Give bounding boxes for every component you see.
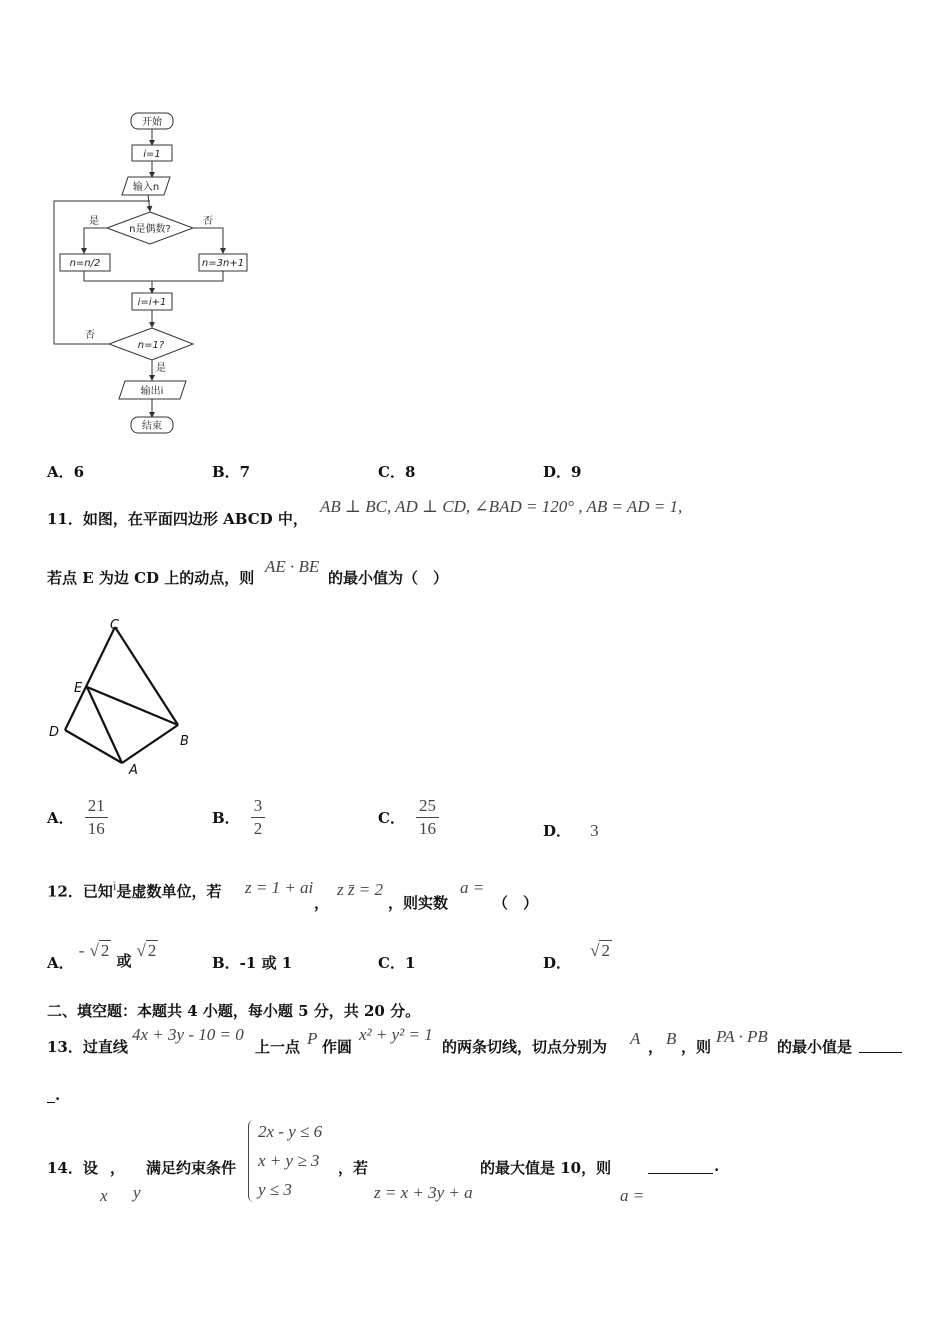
q12-option-a-or: 或 [116,952,132,970]
flow-cond1-text: n是偶数? [129,224,171,235]
q14-constraint-1: 2x - y ≤ 6 [258,1122,323,1141]
flow-left-text: n=n/2 [69,258,101,269]
q12-option-a[interactable] [47,940,158,972]
edge-CD [65,627,115,730]
flow-increment-text: i=i+1 [137,297,167,308]
flow-right-text: n=3n+1 [201,258,245,269]
edge-AB [122,725,178,763]
q13-point-p: P [307,1029,318,1048]
q11-expression: AE · BE [265,557,320,576]
q11-option-c[interactable] [378,795,439,840]
q12-prefix: 12．已知 [47,882,113,901]
q14-answer-blank[interactable] [648,1157,713,1174]
q11-stem-line1: 11．如图，在平面四边形 ABCD 中， [47,510,308,528]
label-E: E [74,681,83,696]
q11-option-d-letter: D． [543,822,572,840]
q13-answer-blank-cont[interactable] [47,1086,55,1103]
q14-z-expr: z = x + 3y + a [374,1183,473,1202]
label-C: C [110,618,120,633]
q14-constraint-3: y ≤ 3 [258,1180,292,1199]
q11-option-a-fraction: $\frac{21}{16}$ [85,795,108,840]
q14-sep: ， [110,1159,126,1177]
label-D: D [49,725,60,740]
q13-sep: ， [648,1038,664,1056]
flow-start-text: 开始 [142,117,162,128]
q13-mid1: 上一点 [255,1038,301,1056]
q14-mid2: ，若 [338,1159,369,1177]
q10-option-a[interactable]: A．6 [47,463,85,481]
flow-no1-text: 否 [203,216,213,227]
q12-mid2: ，则实数 [388,894,449,912]
q14-var-y: y [133,1183,141,1202]
q13-prefix: 13．过直线 [47,1038,128,1056]
q14-var-x: x [100,1186,108,1205]
q13-expr: PA · PB [716,1027,768,1046]
q11-option-d[interactable] [543,820,599,841]
q13-point-a: A [630,1029,641,1048]
q13-mid4: ，则 [681,1038,712,1056]
q14-constraint-brace [248,1120,257,1202]
flow-init-text: i=1 [143,149,161,160]
q14-tail: . [714,1157,720,1175]
flow-yes2-text: 是 [156,363,166,374]
q14-mid1: 满足约束条件 [146,1159,237,1177]
edge-EB [87,687,178,725]
label-B: B [180,734,189,749]
q11-condition-math: AB ⊥ BC, AD ⊥ CD, ∠BAD = 120° , AB = AD = 1, [320,497,683,516]
q11-option-b[interactable] [212,795,265,840]
q11-option-a-letter: A． [47,809,74,827]
q12-option-d-letter: D． [543,954,572,972]
q12-zz-expr: z z̄ = 2 [337,880,383,899]
q10-option-d[interactable]: D．9 [543,463,582,481]
q12-mid1: 是虚数单位，若 [116,882,222,901]
q12-option-d[interactable] [543,940,612,972]
flowchart [40,105,270,440]
q11-option-c-fraction: $\frac{25}{16}$ [416,795,439,840]
q12-z-expr: z = 1 + ai [245,878,314,897]
q11-option-b-fraction: $\frac{3}{2}$ [251,795,266,840]
q12-stem [47,878,222,901]
flow-end-text: 结束 [142,421,162,432]
q11-stem-line2b: 的最小值为（ ） [328,569,449,587]
q14-mid3: 的最大值是 10，则 [480,1159,612,1177]
quadrilateral-figure [40,615,200,780]
q13-tail: . [55,1086,61,1104]
q10-option-c[interactable]: C．8 [378,463,416,481]
q13-mid3: 的两条切线，切点分别为 [442,1038,608,1056]
q12-option-c[interactable]: C．1 [378,954,416,972]
q13-suffix: 的最小值是 [777,1038,853,1056]
q12-comma: ， [314,894,330,912]
flow-input-text: 输入n [132,182,160,193]
flow-output-text: 输出i [140,386,164,397]
q12-option-a-root2: √ 2 [136,941,157,960]
edge-CB [115,627,178,725]
flow-cond2-text: n=1? [137,340,165,351]
q11-stem-line2a: 若点 E 为边 CD 上的动点，则 [47,569,255,587]
q13-answer-blank[interactable] [859,1036,902,1053]
q11-option-a[interactable] [47,795,108,840]
q14-a-expr: a = [620,1186,645,1205]
q12-option-a-neg: - [78,941,85,960]
q13-line-eq: 4x + 3y - 10 = 0 [132,1025,244,1044]
q10-option-b[interactable]: B．7 [212,463,251,481]
q12-a-expr: a = [460,878,485,897]
q12-option-a-letter: A． [47,954,74,972]
flow-no2-text: 否 [85,330,95,341]
q12-paren: （ ） [493,894,539,912]
q13-circle-eq: x² + y² = 1 [359,1025,433,1044]
q12-imag-unit: i [112,878,117,893]
q13-mid2: 作圆 [322,1038,353,1056]
flow-yes1-text: 是 [89,216,99,227]
q12-option-a-root1: √ 2 [89,941,110,960]
q12-option-b[interactable]: B．-1 或 1 [212,954,293,972]
label-A: A [129,763,138,778]
q11-option-d-value: 3 [590,821,599,840]
q11-option-c-letter: C． [378,809,405,827]
q14-constraint-2: x + y ≥ 3 [258,1151,320,1170]
q12-option-d-root: √ 2 [590,941,610,960]
q14-prefix: 14．设 [47,1159,98,1177]
q11-option-b-letter: B． [212,809,240,827]
section2-title: 二、填空题：本题共 4 小题，每小题 5 分，共 20 分。 [47,1002,421,1020]
q13-point-b: B [666,1029,677,1048]
